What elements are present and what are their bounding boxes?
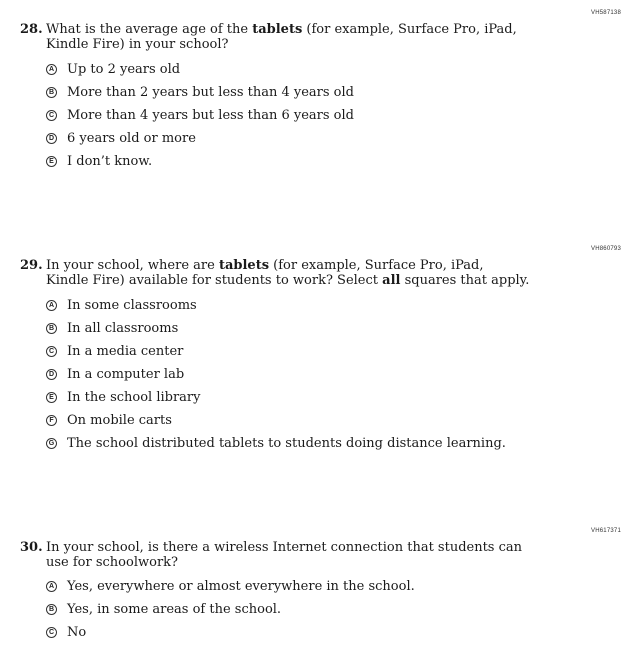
answer-options (46, 294, 506, 455)
answer-label: The school distributed tablets to students doing distance learning. (67, 436, 506, 451)
answer-option[interactable] (46, 81, 354, 104)
question-stem (20, 22, 530, 52)
answer-bubble[interactable]: E (46, 392, 57, 403)
answer-bubble[interactable]: G (46, 438, 57, 449)
answer-label: Yes, everywhere or almost everywhere in the school. (67, 579, 415, 594)
answer-option[interactable] (46, 598, 415, 621)
answer-options (46, 58, 354, 173)
answer-bubble[interactable]: B (46, 604, 57, 615)
answer-option[interactable] (46, 127, 354, 150)
answer-bubble[interactable]: A (46, 64, 57, 75)
question-text: What is the average age of the tablets (for example, Surface Pro, iPad, Kindle Fire) in your school? (46, 22, 517, 52)
answer-label: No (67, 625, 87, 640)
answer-label: On mobile carts (67, 413, 172, 428)
answer-label: In a media center (67, 344, 184, 359)
answer-label: In all classrooms (67, 321, 179, 336)
answer-label: In the school library (67, 390, 201, 405)
answer-bubble[interactable]: E (46, 156, 57, 167)
question-text: In your school, is there a wireless Internet connection that students can use for schoolwork? (46, 540, 523, 570)
answer-label: I don’t know. (67, 154, 153, 169)
question-id: VH587138 (591, 10, 621, 16)
answer-bubble[interactable]: B (46, 323, 57, 334)
answer-option[interactable] (46, 621, 415, 644)
answer-option[interactable] (46, 575, 415, 598)
question-id: VH617371 (591, 528, 621, 534)
answer-option[interactable] (46, 294, 506, 317)
answer-label: Yes, in some areas of the school. (67, 602, 282, 617)
answer-option[interactable] (46, 150, 354, 173)
answer-bubble[interactable]: F (46, 415, 57, 426)
answer-label: More than 4 years but less than 6 years old (67, 108, 354, 123)
answer-label: 6 years old or more (67, 131, 196, 146)
answer-option[interactable] (46, 317, 506, 340)
question-number: 28. (20, 22, 43, 37)
question-number: 29. (20, 258, 43, 273)
question-number: 30. (20, 540, 43, 555)
answer-bubble[interactable]: C (46, 346, 57, 357)
answer-bubble[interactable]: D (46, 133, 57, 144)
answer-label: More than 2 years but less than 4 years old (67, 85, 354, 100)
answer-options (46, 575, 415, 644)
answer-bubble[interactable]: A (46, 300, 57, 311)
answer-option[interactable] (46, 432, 506, 455)
answer-bubble[interactable]: A (46, 581, 57, 592)
answer-label: In a computer lab (67, 367, 185, 382)
answer-bubble[interactable]: B (46, 87, 57, 98)
answer-label: In some classrooms (67, 298, 197, 313)
question-id: VH860793 (591, 246, 621, 252)
answer-option[interactable] (46, 58, 354, 81)
answer-option[interactable] (46, 363, 506, 386)
question-text: In your school, where are tablets (for example, Surface Pro, iPad, Kindle Fire) available for students to work? Select all squares that apply. (46, 258, 530, 288)
answer-option[interactable] (46, 104, 354, 127)
answer-bubble[interactable]: D (46, 369, 57, 380)
answer-bubble[interactable]: C (46, 627, 57, 638)
answer-option[interactable] (46, 409, 506, 432)
answer-bubble[interactable]: C (46, 110, 57, 121)
question-stem (20, 258, 530, 288)
question-stem (20, 540, 530, 570)
answer-label: Up to 2 years old (67, 62, 181, 77)
answer-option[interactable] (46, 386, 506, 409)
answer-option[interactable] (46, 340, 506, 363)
